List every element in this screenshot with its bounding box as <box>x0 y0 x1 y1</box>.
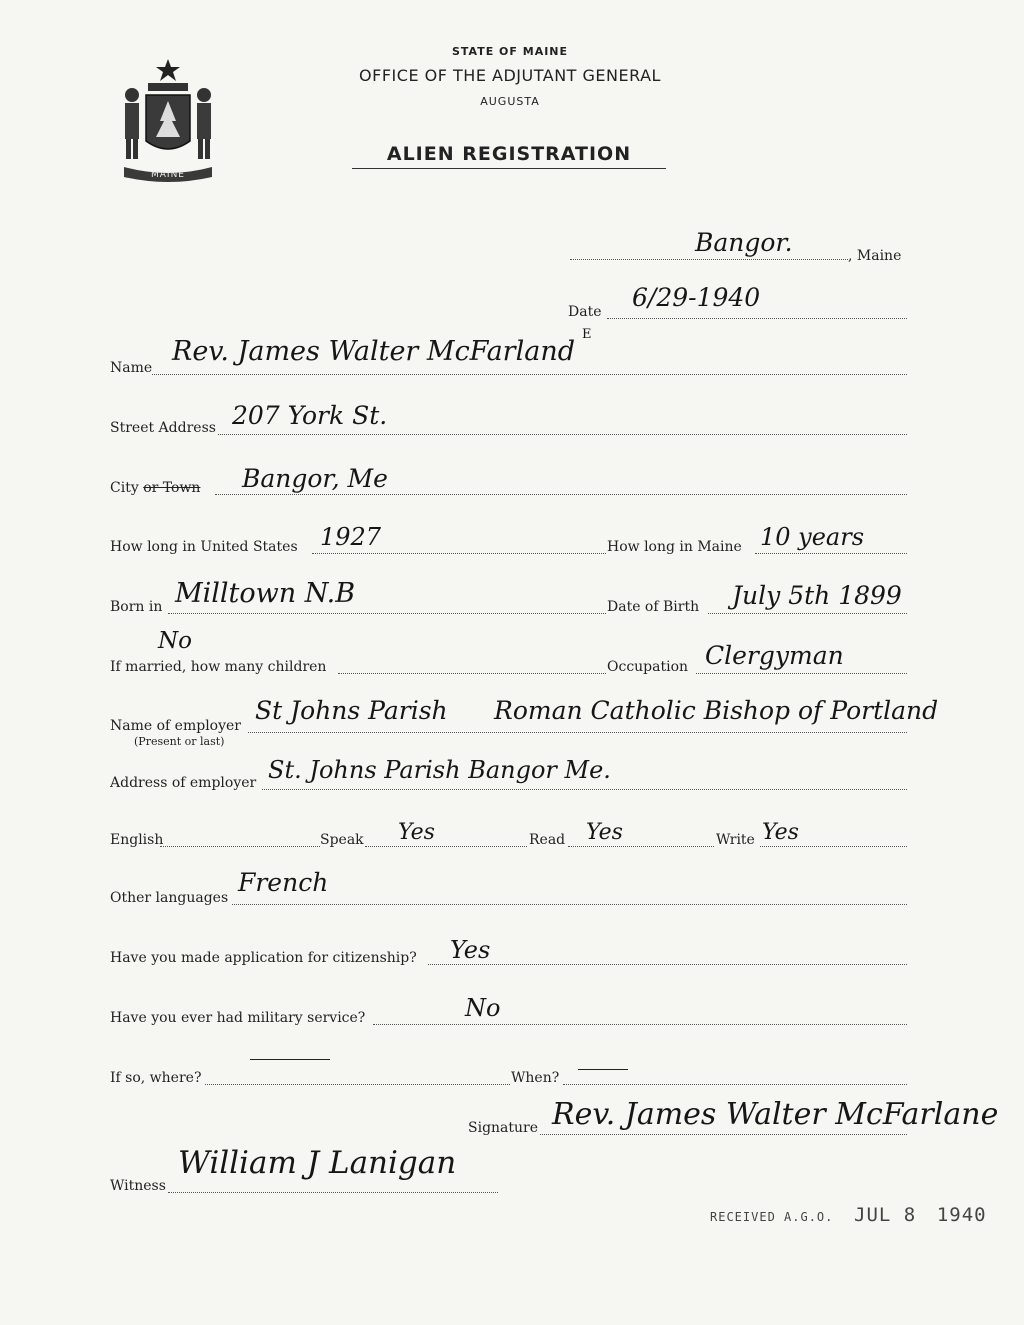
citizenship-value: Yes <box>450 936 491 964</box>
how-long-us-line <box>312 553 606 554</box>
date-label: Date <box>568 304 602 320</box>
english-line <box>160 846 320 847</box>
citizenship-label: Have you made application for citizenship? <box>110 950 417 966</box>
stamp-received: RECEIVED A.G.O. <box>710 1210 834 1224</box>
stamp-date: JUL 8 <box>854 1204 917 1226</box>
write-label: Write <box>716 832 755 848</box>
born-in-value: Milltown N.B <box>175 578 356 609</box>
name-mark: E <box>582 327 592 342</box>
city-label-text: City <box>110 480 139 496</box>
town-line <box>570 259 848 260</box>
employer-address-line <box>262 789 907 790</box>
city-line <box>215 494 907 495</box>
state-heading: STATE OF MAINE <box>451 45 569 58</box>
married-label: If married, how many children <box>110 659 327 675</box>
city-heading: AUGUSTA <box>480 95 540 108</box>
where-label: If so, where? <box>110 1070 202 1086</box>
witness-label: Witness <box>110 1178 166 1194</box>
employer-address-value: St. Johns Parish Bangor Me. <box>268 756 611 784</box>
city-label <box>110 480 200 496</box>
name-line <box>152 374 907 375</box>
witness-value: William J Lanigan <box>178 1145 457 1181</box>
maine-label: , Maine <box>848 248 902 264</box>
how-long-us-value: 1927 <box>320 523 382 551</box>
read-line <box>568 846 714 847</box>
occupation-label: Occupation <box>607 659 689 675</box>
other-languages-line <box>232 904 907 905</box>
employer-line <box>248 732 907 733</box>
employer-label: Name of employer <box>110 718 241 734</box>
how-long-maine-label: How long in Maine <box>607 539 742 555</box>
street-line <box>218 434 907 435</box>
occupation-value: Clergyman <box>705 641 844 670</box>
signature-label: Signature <box>468 1120 539 1136</box>
town-value: Bangor. <box>695 228 793 257</box>
signature-value: Rev. James Walter McFarlane <box>552 1097 999 1132</box>
military-line <box>373 1024 907 1025</box>
employer-parish-value: St Johns Parish <box>255 696 448 725</box>
english-label: English <box>110 832 164 848</box>
how-long-maine-line <box>755 553 907 554</box>
received-stamp <box>710 1204 987 1226</box>
when-line <box>563 1084 907 1085</box>
military-value: No <box>465 994 501 1022</box>
military-label: Have you ever had military service? <box>110 1010 366 1026</box>
speak-label: Speak <box>320 832 364 848</box>
how-long-maine-value: 10 years <box>760 523 865 551</box>
read-label: Read <box>529 832 566 848</box>
married-line <box>338 673 606 674</box>
date-value: 6/29-1940 <box>632 283 761 312</box>
stamp-year: 1940 <box>936 1204 987 1226</box>
name-label: Name <box>110 360 153 376</box>
occupation-line <box>696 673 907 674</box>
signature-line <box>540 1134 907 1135</box>
name-value: Rev. James Walter McFarland <box>172 336 575 367</box>
write-line <box>760 846 907 847</box>
dob-line <box>708 613 907 614</box>
when-dash <box>578 1069 628 1070</box>
employer-address-label: Address of employer <box>110 775 257 791</box>
town-label-struck: or Town <box>143 480 201 496</box>
other-languages-value: French <box>238 868 329 897</box>
when-label: When? <box>511 1070 560 1086</box>
born-in-line <box>168 613 606 614</box>
employer-diocese-value: Roman Catholic Bishop of Portland <box>494 696 939 725</box>
office-heading: OFFICE OF THE ADJUTANT GENERAL <box>359 66 661 85</box>
state-seal-icon <box>112 55 224 185</box>
write-value: Yes <box>762 820 799 845</box>
date-line <box>607 318 907 319</box>
dob-value: July 5th 1899 <box>732 581 902 610</box>
witness-line <box>168 1192 498 1193</box>
dob-label: Date of Birth <box>607 599 700 615</box>
read-value: Yes <box>586 820 623 845</box>
born-in-label: Born in <box>110 599 163 615</box>
seal-banner-text: MAINE <box>151 170 185 180</box>
employer-sub-label: (Present or last) <box>134 735 225 748</box>
citizenship-line <box>428 964 907 965</box>
city-value: Bangor, Me <box>242 464 388 493</box>
where-dash <box>250 1059 330 1060</box>
where-line <box>205 1084 510 1085</box>
street-value: 207 York St. <box>232 401 388 430</box>
children-value: No <box>158 628 192 654</box>
form-title: ALIEN REGISTRATION <box>352 143 666 169</box>
other-languages-label: Other languages <box>110 890 229 906</box>
speak-line <box>365 846 527 847</box>
how-long-us-label: How long in United States <box>110 539 298 555</box>
street-label: Street Address <box>110 420 216 436</box>
speak-value: Yes <box>398 820 435 845</box>
